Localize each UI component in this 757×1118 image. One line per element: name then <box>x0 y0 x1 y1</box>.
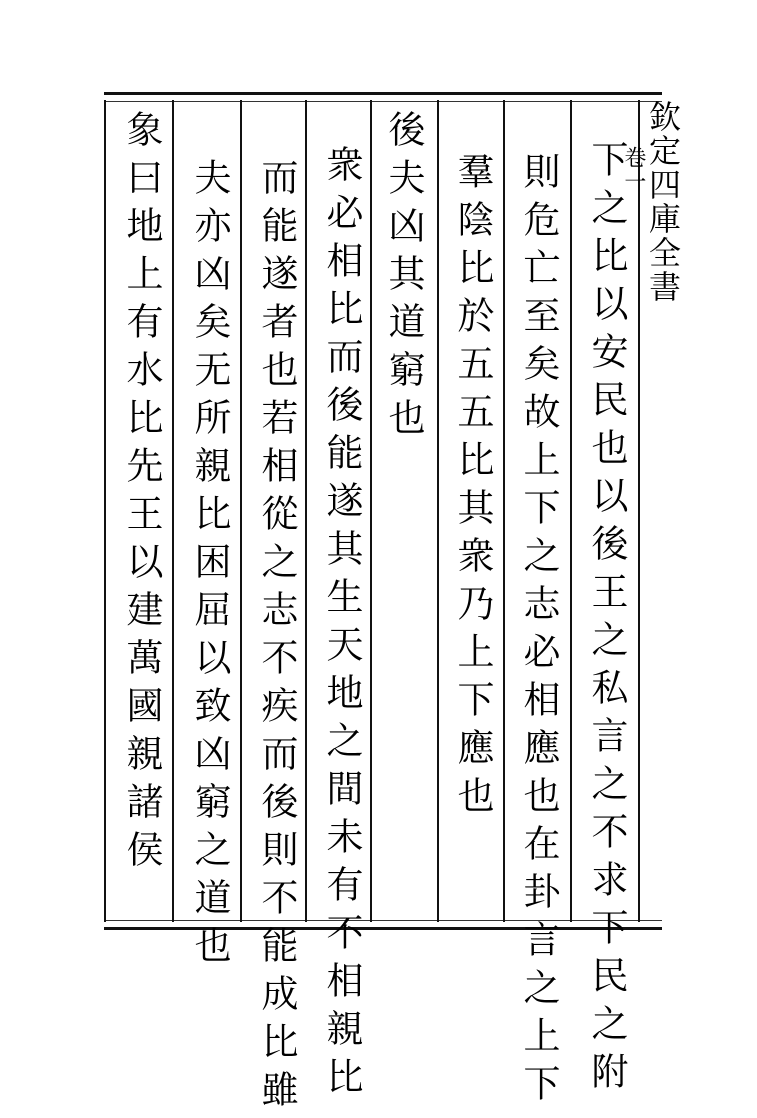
column-rule <box>172 100 174 922</box>
text-column-2: 則危亡至矣故上下之志必相應也在卦言之上下 <box>517 152 560 1112</box>
column-rule <box>370 100 372 922</box>
text-column-8: 象曰地上有水比先王以建萬國親諸侯 <box>120 110 163 878</box>
text-column-4: 後夫凶其道窮也 <box>382 110 425 446</box>
text-column-3: 羣陰比於五五比其衆乃上下應也 <box>451 152 494 824</box>
column-rule <box>570 100 572 922</box>
text-column-1: 下之比以安民也以後王之私言之不求下民之附 <box>585 140 628 1100</box>
column-rule <box>240 100 242 922</box>
volume-label: 卷一 <box>620 146 646 194</box>
column-rule <box>104 100 106 922</box>
text-column-7: 夫亦凶矣无所親比困屈以致凶窮之道也 <box>188 158 231 974</box>
column-rule <box>305 100 307 922</box>
text-column-6: 而能遂者也若相從之志不疾而後則不能成比雖 <box>255 158 298 1118</box>
text-column-5: 衆必相比而後能遂其生天地之間未有不相親比 <box>320 145 363 1105</box>
column-rule <box>503 100 505 922</box>
margin-header <box>620 100 682 900</box>
column-rule <box>437 100 439 922</box>
book-title: 欽定四庫全書 <box>644 100 682 304</box>
